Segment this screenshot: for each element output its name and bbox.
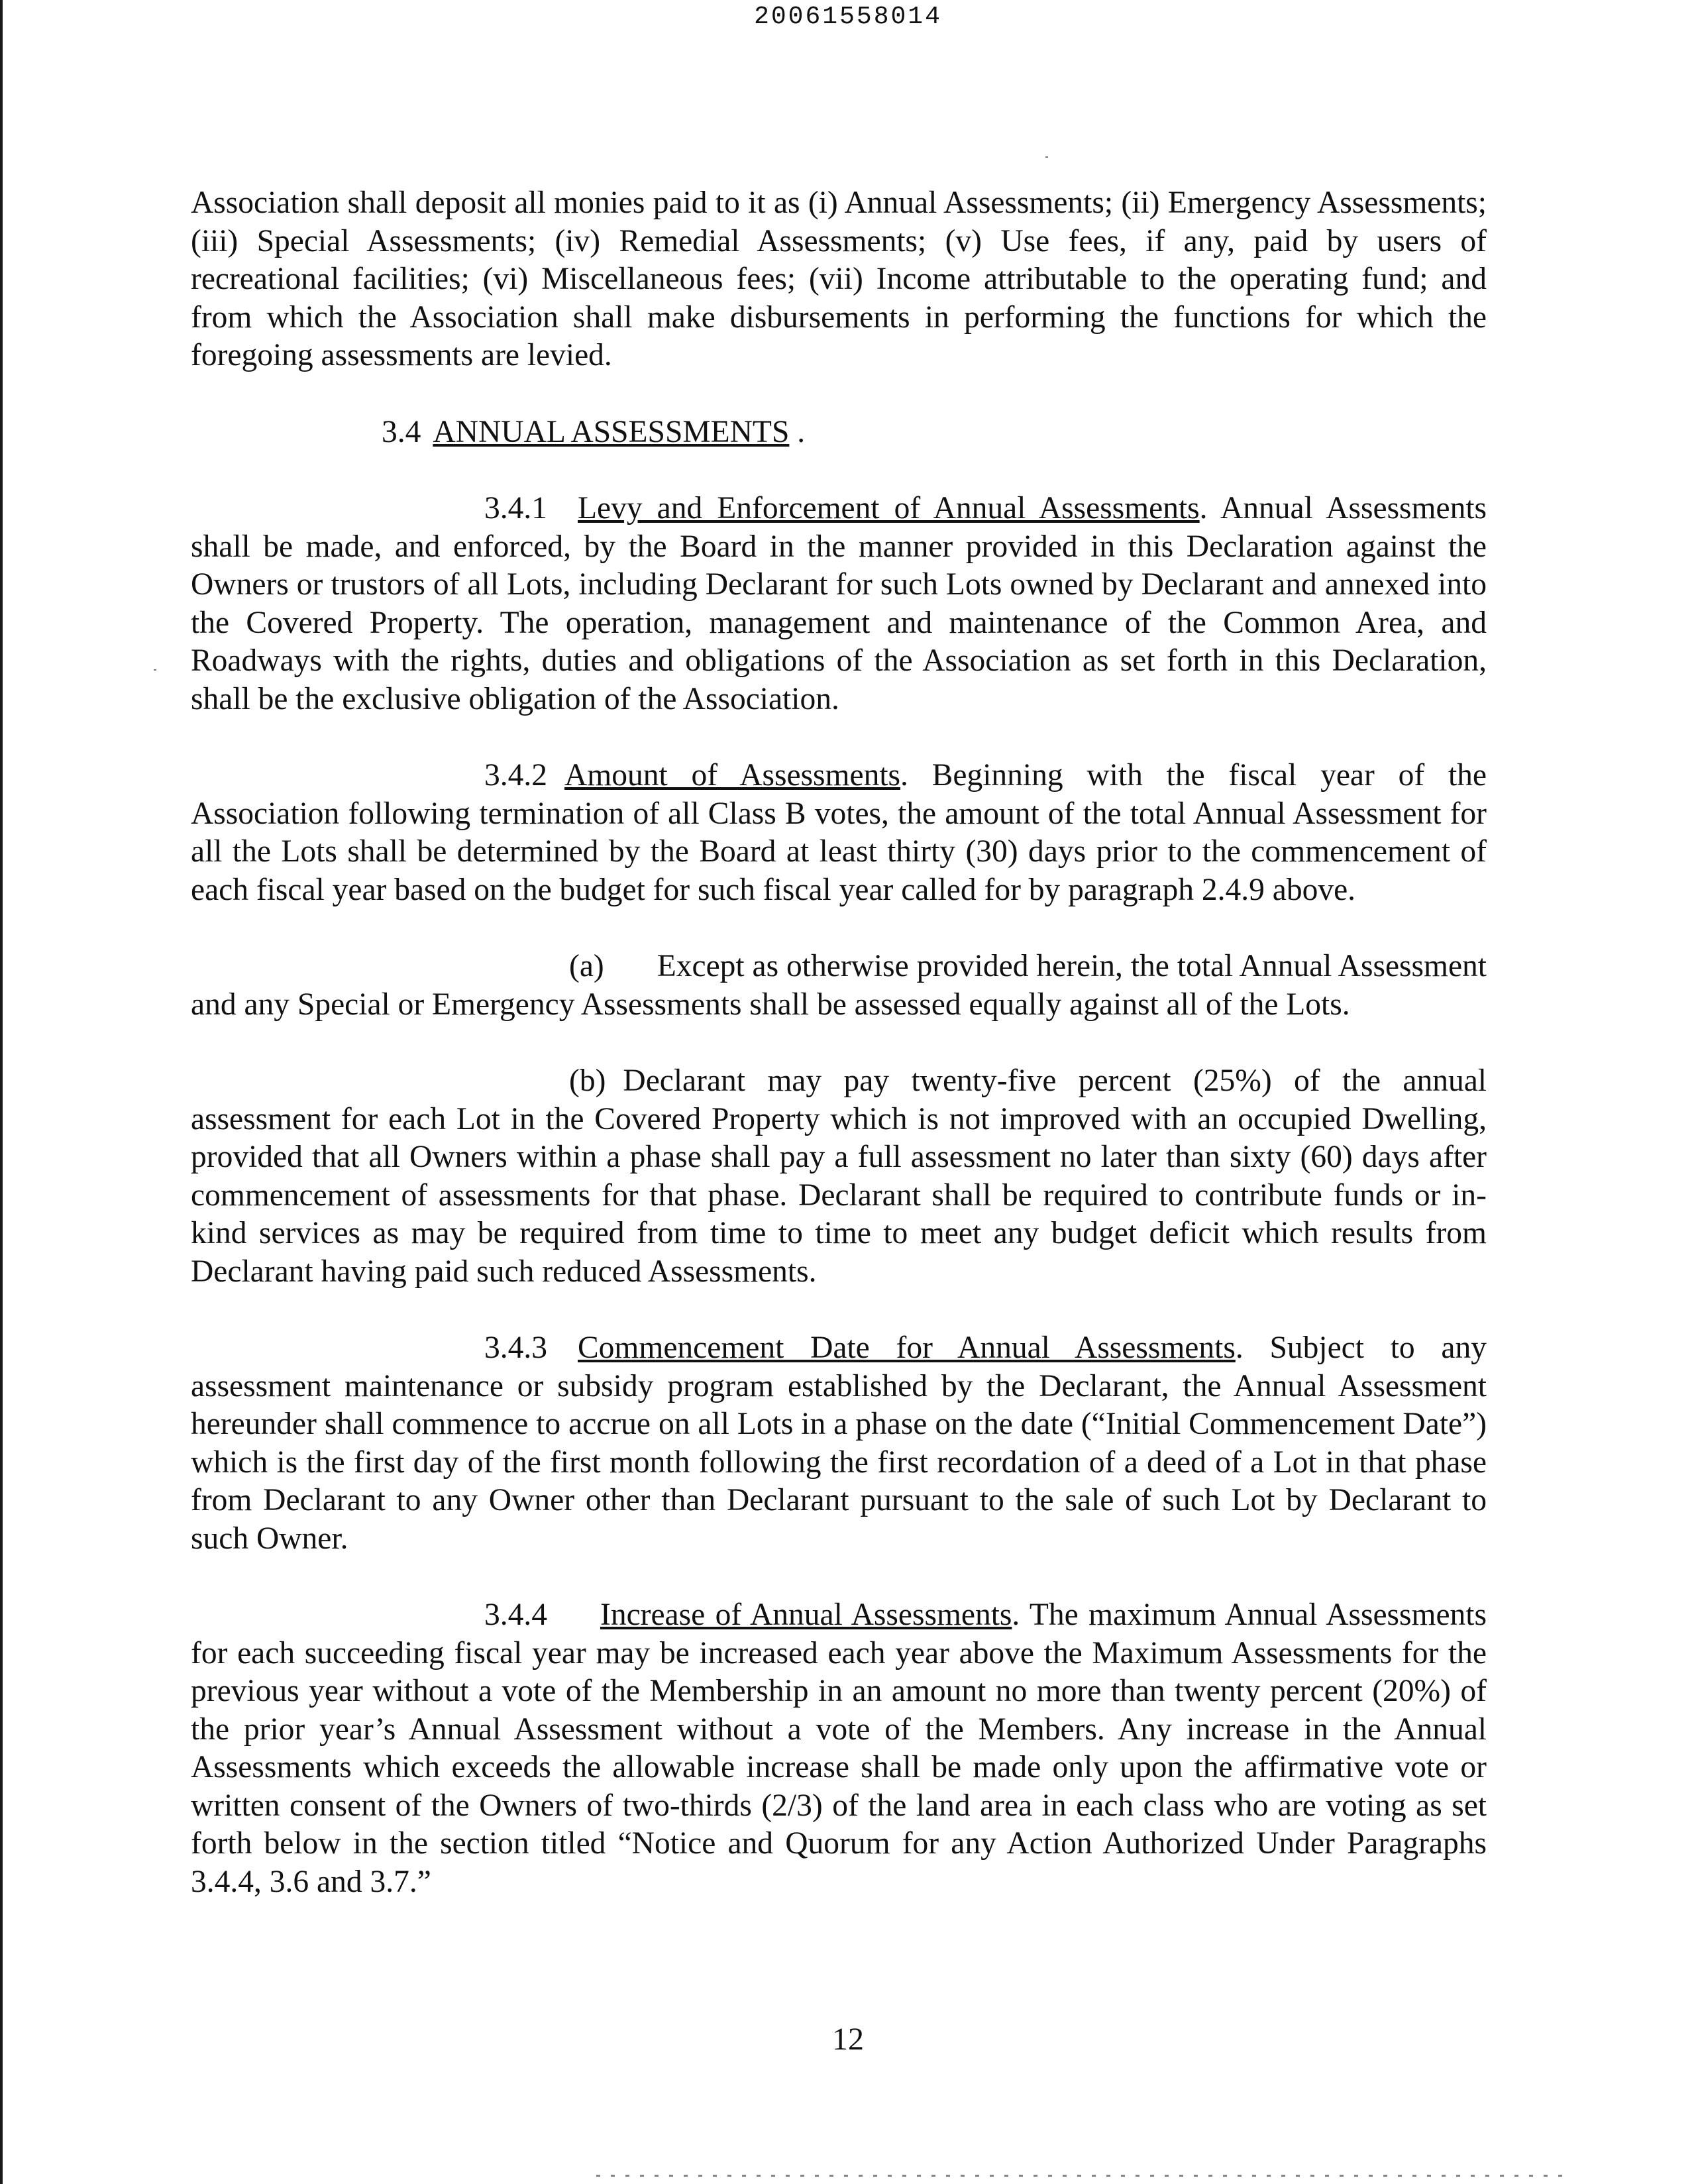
section-3-4-4-text: . The maximum Annual Assessments for each succeeding fiscal year may be increased each year above the Maximum Assessments for the previous year without a vote of the Membership in an amount no more than twenty percent (20%) of the prior year’s Annual Assessment without a vote of the Members. Any increase in the Annual Assessments which exceeds the allowable increase shall be made only upon the affirmative vote or written consent of the Owners of two-thirds (2/3) of the land area in each class who are voting as set forth below in the section titled “Notice and Quorum for any Action Authorized Under Paragraphs 3.4.4, 3.6 and 3.7.” — [191, 1598, 1487, 1899]
section-3-4-number: 3.4 — [382, 414, 421, 449]
section-3-4-1 — [191, 490, 1487, 718]
subparagraph-a — [191, 948, 1487, 1024]
section-3-4-2-text: . Beginning with the fiscal year of the Association following termination of all Class B votes, the amount of the total Annual Assessment for all the Lots shall be determined by the Board at least thirty (30) days prior to the commencement of each fiscal year based on the budget for such fiscal year called for by paragraph 2.4.9 above. — [191, 758, 1487, 907]
section-3-4-trailing: . — [789, 414, 806, 449]
scan-edge-line — [0, 0, 3, 2184]
subparagraph-b-label: (b) — [569, 1064, 606, 1098]
scan-speck — [1045, 156, 1048, 158]
intro-paragraph: Association shall deposit all monies paid to it as (i) Annual Assessments; (ii) Emergency Assessments; (iii) Special Assessments; (iv) Remedial Assessments; (v) Use fees, if any, paid by users of recreational facilities; (vi) Miscellaneous fees; (vii) Income attributable to the operating fund; and from which the Association shall make disbursements in performing the functions for which the foregoing assessments are levied. — [191, 186, 1487, 372]
section-3-4-3-text: . Subject to any assessment maintenance or subsidy program established by the Declarant, the Annual Assessment hereunder shall commence to accrue on all Lots in a phase on the date (“Initial Commencement Date”) which is the first day of the first month following the first recordation of a deed of a Lot in that phase from Declarant to any Owner other than Declarant pursuant to the sale of such Lot by Declarant to such Owner. — [191, 1331, 1487, 1556]
document-number: 20061558014 — [754, 3, 942, 31]
subparagraph-b-text: Declarant may pay twenty-five percent (25%) of the annual assessment for each Lot in the Covered Property which is not improved with an occupied Dwelling, provided that all Owners within a phase shall pay a full assessment no later than sixty (60) days after commencement of assessments for that phase. Declarant shall be required to contribute funds or in-kind services as may be required from time to time to meet any budget deficit which results from Declarant having paid such reduced Assessments. — [191, 1064, 1487, 1289]
section-3-4-4-title: Increase of Annual Assessments — [600, 1598, 1012, 1632]
section-3-4-3 — [191, 1329, 1487, 1558]
section-3-4-title: ANNUAL ASSESSMENTS — [433, 414, 790, 449]
section-3-4-4 — [191, 1596, 1487, 1901]
scan-artifact-line — [596, 2175, 1564, 2177]
page-number: 12 — [832, 2022, 864, 2057]
section-3-4-2 — [191, 757, 1487, 909]
section-3-4-4-number: 3.4.4 — [484, 1598, 547, 1632]
section-3-4-2-title: Amount of Assessments — [564, 758, 901, 792]
subparagraph-a-label: (a) — [569, 949, 604, 983]
subparagraph-a-text: Except as otherwise provided herein, the total Annual Assessment and any Special or Emergency Assessments shall be assessed equally against all of the Lots. — [191, 949, 1487, 1022]
page-body — [191, 184, 1487, 1901]
section-3-4-3-title: Commencement Date for Annual Assessments — [578, 1331, 1236, 1365]
section-3-4-3-number: 3.4.3 — [484, 1331, 547, 1365]
subparagraph-b — [191, 1062, 1487, 1291]
section-3-4-heading — [191, 413, 1487, 452]
section-3-4-2-number: 3.4.2 — [484, 758, 547, 792]
section-3-4-1-text: . Annual Assessments shall be made, and enforced, by the Board in the manner provided in this Declaration against the Owners or trustors of all Lots, including Declarant for such Lots owned by Declarant and annexed into the Covered Property. The operation, management and maintenance of the Common Area, and Roadways with the rights, duties and obligations of the Association as set forth in this Declaration, shall be the exclusive obligation of the Association. — [191, 491, 1487, 716]
section-3-4-1-title: Levy and Enforcement of Annual Assessments — [578, 491, 1200, 525]
section-3-4-1-number: 3.4.1 — [484, 491, 547, 525]
scan-speck — [154, 669, 156, 671]
